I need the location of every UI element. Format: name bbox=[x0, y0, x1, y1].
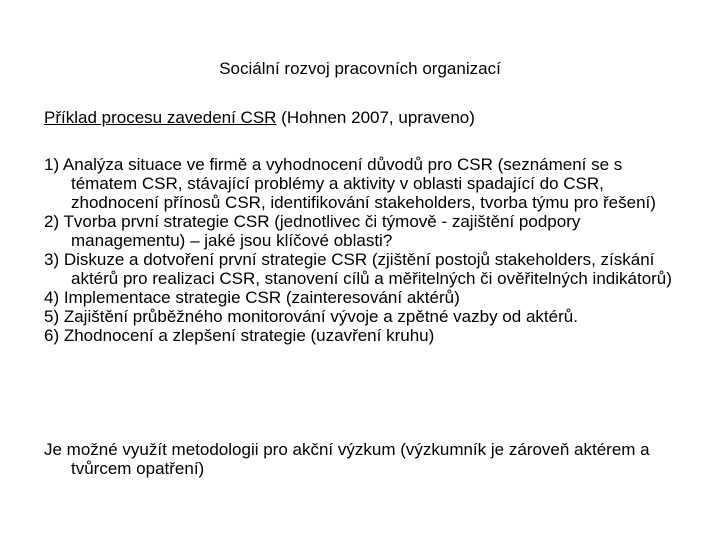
step-item-4: 4) Implementace strategie CSR (zainteresování aktérů) bbox=[44, 288, 460, 307]
steps-list bbox=[44, 155, 684, 345]
step-item-5: 5) Zajištění průběžného monitorování vývoje a zpětné vazby od aktérů. bbox=[44, 307, 578, 326]
subtitle-citation: (Hohnen 2007, upraveno) bbox=[276, 108, 475, 127]
closing-note: Je možné využít metodologii pro akční výzkum (výzkumník je zároveň aktérem a tvůrcem opatření) bbox=[44, 440, 650, 478]
step-item-1: 1) Analýza situace ve firmě a vyhodnocení důvodů pro CSR (seznámení se s tématem CSR, stávající problémy a aktivity v oblasti spadající do CSR, zhodnocení přínosů CSR, identifikování stakeholders, tvorba týmu pro řešení) bbox=[44, 155, 656, 212]
subtitle-underlined: Příklad procesu zavedení CSR bbox=[44, 108, 277, 127]
slide-subtitle bbox=[44, 107, 684, 129]
slide-title: Sociální rozvoj pracovních organizací bbox=[219, 59, 501, 78]
step-item-6: 6) Zhodnocení a zlepšení strategie (uzavření kruhu) bbox=[44, 326, 435, 345]
step-item-2: 2) Tvorba první strategie CSR (jednotlivec či týmově - zajištění podpory managementu) – jaké jsou klíčové oblasti? bbox=[44, 212, 581, 250]
step-item-3: 3) Diskuze a dotvoření první strategie CSR (zjištění postojů stakeholders, získání aktérů pro realizaci CSR, stanovení cílů a měřitelných či ověřitelných indikátorů) bbox=[44, 250, 672, 288]
